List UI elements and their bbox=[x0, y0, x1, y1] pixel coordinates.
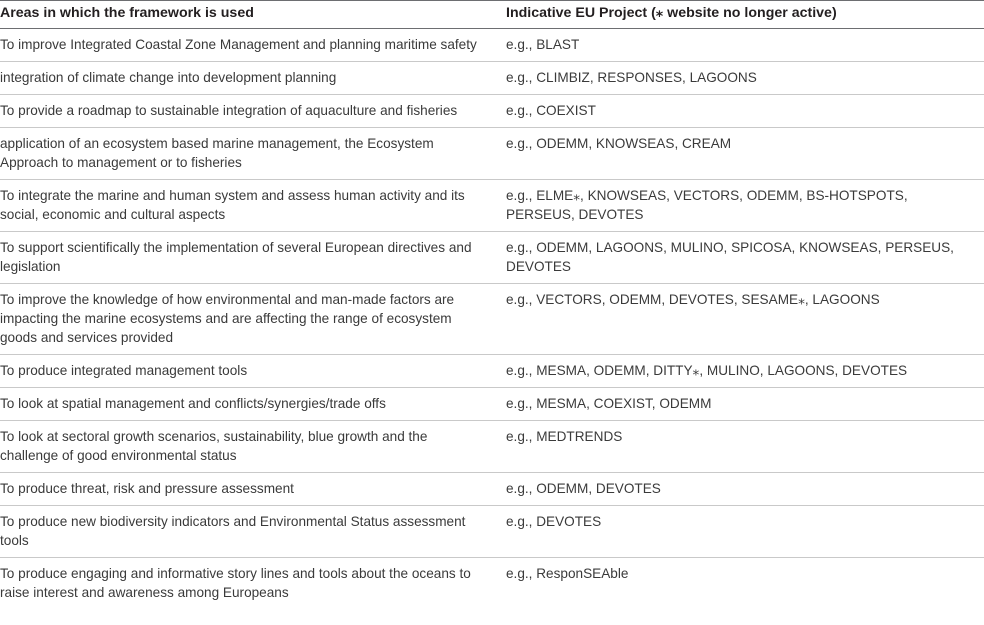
table-body bbox=[0, 29, 984, 610]
table-row bbox=[0, 128, 984, 180]
framework-usage-table bbox=[0, 1, 984, 609]
area-cell: To support scientifically the implementation of several European directives and legislation bbox=[0, 232, 506, 284]
table-row bbox=[0, 29, 984, 62]
project-cell: e.g., ODEMM, LAGOONS, MULINO, SPICOSA, KNOWSEAS, PERSEUS, DEVOTES bbox=[506, 232, 984, 284]
header-project: Indicative EU Project (⁎ website no longer active) bbox=[506, 1, 984, 29]
table-row bbox=[0, 180, 984, 232]
table-row bbox=[0, 558, 984, 610]
area-cell: To integrate the marine and human system and assess human activity and its social, economic and cultural aspects bbox=[0, 180, 506, 232]
area-cell: application of an ecosystem based marine management, the Ecosystem Approach to management or to fisheries bbox=[0, 128, 506, 180]
table-row bbox=[0, 284, 984, 355]
project-cell: e.g., MESMA, ODEMM, DITTY⁎, MULINO, LAGOONS, DEVOTES bbox=[506, 355, 984, 388]
area-cell: To improve Integrated Coastal Zone Management and planning maritime safety bbox=[0, 29, 506, 62]
table-row bbox=[0, 355, 984, 388]
project-cell: e.g., ODEMM, DEVOTES bbox=[506, 473, 984, 506]
area-cell: To produce new biodiversity indicators and Environmental Status assessment tools bbox=[0, 506, 506, 558]
project-cell: e.g., MESMA, COEXIST, ODEMM bbox=[506, 388, 984, 421]
project-cell: e.g., COEXIST bbox=[506, 95, 984, 128]
table-row bbox=[0, 388, 984, 421]
table-row bbox=[0, 421, 984, 473]
area-cell: To look at sectoral growth scenarios, sustainability, blue growth and the challenge of good environmental status bbox=[0, 421, 506, 473]
project-cell: e.g., BLAST bbox=[506, 29, 984, 62]
project-cell: e.g., ResponSEAble bbox=[506, 566, 629, 581]
project-cell: e.g., DEVOTES bbox=[506, 506, 984, 558]
area-cell: To look at spatial management and conflicts/synergies/trade offs bbox=[0, 388, 506, 421]
project-cell: e.g., ODEMM, KNOWSEAS, CREAM bbox=[506, 128, 984, 180]
project-cell: e.g., MEDTRENDS bbox=[506, 421, 984, 473]
table-row bbox=[0, 473, 984, 506]
area-cell: To provide a roadmap to sustainable integration of aquaculture and fisheries bbox=[0, 95, 506, 128]
area-cell: integration of climate change into development planning bbox=[0, 62, 506, 95]
area-cell: To improve the knowledge of how environmental and man-made factors are impacting the marine ecosystems and are affecting the range of ecosystem goods and services provided bbox=[0, 284, 506, 355]
table-row bbox=[0, 62, 984, 95]
header-areas: Areas in which the framework is used bbox=[0, 1, 506, 29]
area-cell: To produce integrated management tools bbox=[0, 355, 506, 388]
area-cell: To produce threat, risk and pressure assessment bbox=[0, 473, 506, 506]
project-cell: e.g., ELME⁎, KNOWSEAS, VECTORS, ODEMM, BS-HOTSPOTS, PERSEUS, DEVOTES bbox=[506, 180, 984, 232]
header-row bbox=[0, 1, 984, 29]
table-row bbox=[0, 232, 984, 284]
project-cell: e.g., CLIMBIZ, RESPONSES, LAGOONS bbox=[506, 62, 984, 95]
area-cell: To produce engaging and informative story lines and tools about the oceans to raise interest and awareness among Europeans bbox=[0, 566, 471, 600]
table-header bbox=[0, 1, 984, 29]
table-row bbox=[0, 506, 984, 558]
table-row bbox=[0, 95, 984, 128]
project-cell: e.g., VECTORS, ODEMM, DEVOTES, SESAME⁎, LAGOONS bbox=[506, 284, 984, 355]
